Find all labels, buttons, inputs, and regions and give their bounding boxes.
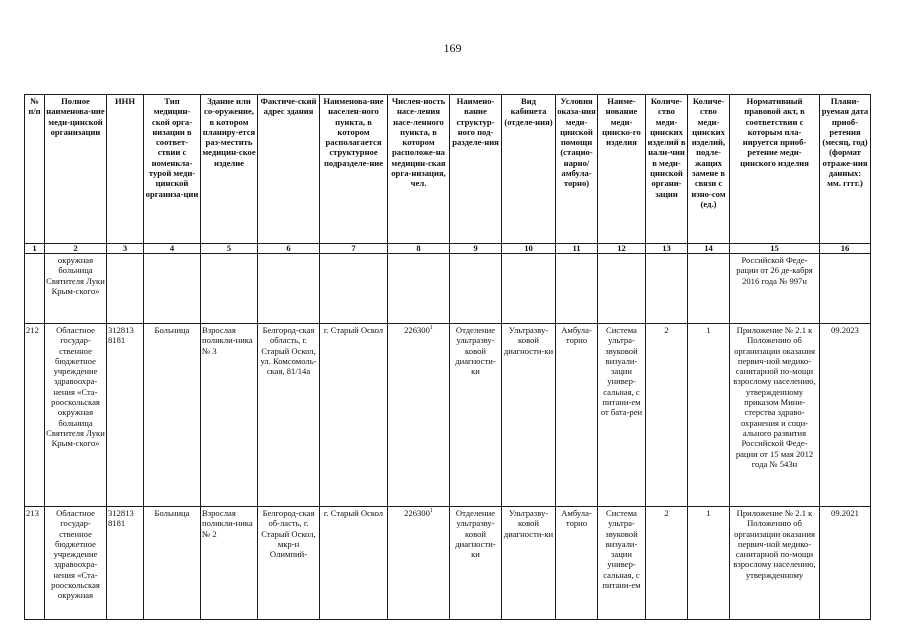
column-number: 4 — [144, 244, 201, 254]
cell-inn: 312813 8181 — [107, 324, 144, 507]
cell — [598, 254, 646, 324]
cell-building: Взрослая поликли-ника № 3 — [201, 324, 258, 507]
cell-qty-replace: 1 — [688, 324, 730, 507]
cell-device: Система ультра-звуковой визуали-зации универ-сальная, с питани-ем — [598, 507, 646, 620]
column-number: 1 — [25, 244, 45, 254]
header-row — [25, 95, 871, 244]
cell — [502, 254, 556, 324]
cell-unit: Отделение ультразву-ковой диагности-ки — [450, 324, 502, 507]
population-value: 226300 — [404, 508, 430, 518]
column-number: 3 — [107, 244, 144, 254]
cell — [258, 254, 320, 324]
cell-locality: г. Старый Оскол — [320, 324, 388, 507]
header-cell: Нормативный правовой акт, в соответствии с которым пла-нируется приоб-ретение меди-цинского изделия — [730, 95, 820, 244]
header-cell: Количе-ство меди-цинских изделий в нали-чии в меди-цинской органи-зации — [646, 95, 688, 244]
table-row-continuation — [25, 254, 871, 324]
header-cell: Числен-ность насе-ления насе-ленного пункта, в котором расположе-на медицин-ская орга-низация, чел. — [388, 95, 450, 244]
header-cell: Наименова-ние населен-ного пункта, в котором располагается структурное подразделе-ние — [320, 95, 388, 244]
cell — [688, 254, 730, 324]
cell-conditions: Амбула-торно — [556, 324, 598, 507]
column-number: 5 — [201, 244, 258, 254]
column-number: 13 — [646, 244, 688, 254]
header-cell: Полное наименова-ние меди-цинской организации — [45, 95, 107, 244]
cell-name: Областное государ-ственное бюджетное учреждение здравоохра-нения «Ста-рооскольская окружная больница Святителя Луки Крым-ского» — [45, 324, 107, 507]
cell — [25, 254, 45, 324]
cell-cabinet: Ультразву-ковой диагности-ки — [502, 324, 556, 507]
cell-address: Белгород-ская об-ласть, г. Старый Оскол, мкр-н Олимпий- — [258, 507, 320, 620]
column-number: 2 — [45, 244, 107, 254]
cell-address: Белгород-ская область, г. Старый Оскол, ул. Комсомоль-ская, 81/14а — [258, 324, 320, 507]
header-cell: Фактиче-ский адрес здания — [258, 95, 320, 244]
cell — [201, 254, 258, 324]
column-number: 6 — [258, 244, 320, 254]
column-number-row — [25, 244, 871, 254]
cell-population — [388, 507, 450, 620]
column-number: 7 — [320, 244, 388, 254]
cell-act: Российской Феде-рации от 26 де-кабря 2016 года № 997н — [730, 254, 820, 324]
cell-qty-replace: 1 — [688, 507, 730, 620]
cell — [144, 254, 201, 324]
cell-num: 212 — [25, 324, 45, 507]
header-cell: Плани-руемая дата приоб-ретения (месяц, год) (формат отраже-ния данных: мм. гггг.) — [820, 95, 871, 244]
cell-num: 213 — [25, 507, 45, 620]
cell — [320, 254, 388, 324]
cell-name: окружная больница Святителя Луки Крым-ского» — [45, 254, 107, 324]
column-number: 15 — [730, 244, 820, 254]
cell-act: Приложение № 2.1 к Положению об организации оказания первич-ной медико-санитарной по-мощи взрослому населению, утвержденному — [730, 507, 820, 620]
cell-qty-available: 2 — [646, 507, 688, 620]
cell-locality: г. Старый Оскол — [320, 507, 388, 620]
cell — [556, 254, 598, 324]
table-row — [25, 324, 871, 507]
cell-unit: Отделение ультразву-ковой диагности-ки — [450, 507, 502, 620]
cell — [107, 254, 144, 324]
header-cell: Вид кабинета (отделе-ния) — [502, 95, 556, 244]
cell-type: Больница — [144, 507, 201, 620]
cell-name: Областное государ-ственное бюджетное учреждение здравоохра-нения «Ста-рооскольская окружная — [45, 507, 107, 620]
header-cell: Наимено-вание структур-ного под-разделе-ния — [450, 95, 502, 244]
cell-inn: 312813 8181 — [107, 507, 144, 620]
header-cell: Здание или со-оружение, в котором планиру-ется раз-местить медицин-ское изделие — [201, 95, 258, 244]
cell-date: 09.2021 — [820, 507, 871, 620]
footnote-mark: 1 — [429, 325, 433, 332]
column-number: 14 — [688, 244, 730, 254]
cell-qty-available: 2 — [646, 324, 688, 507]
cell-device: Система ультра-звуковой визуали-зации универ-сальная, с питани-ем от бата-реи — [598, 324, 646, 507]
cell — [450, 254, 502, 324]
cell-act: Приложение № 2.1 к Положению об организации оказания первич-ной медико-санитарной по-мощи взрослому населению, утвержденному приказом Мини-стерства здраво-охранения и соци-ального развития Российской Феде-рации от 15 мая 2012 года № 543н — [730, 324, 820, 507]
cell — [388, 254, 450, 324]
cell-type: Больница — [144, 324, 201, 507]
header-cell: № п/п — [25, 95, 45, 244]
page-number: 169 — [443, 41, 462, 55]
cell-cabinet: Ультразву-ковой диагности-ки — [502, 507, 556, 620]
cell — [646, 254, 688, 324]
column-number: 11 — [556, 244, 598, 254]
header-cell: Количе-ство меди-цинских изделий, подле-жащих замене в связи с изно-сом (ед.) — [688, 95, 730, 244]
footnote-mark: 1 — [429, 508, 433, 515]
cell — [820, 254, 871, 324]
cell-building: Взрослая поликли-ника № 2 — [201, 507, 258, 620]
cell-date: 09.2023 — [820, 324, 871, 507]
column-number: 10 — [502, 244, 556, 254]
header-cell: Наиме-нование меди-цинско-го изделия — [598, 95, 646, 244]
header-cell: ИНН — [107, 95, 144, 244]
header-cell: Тип медицин-ской орга-низации в соответ-ствии с номенкла-турой меди-цинской организа-ции — [144, 95, 201, 244]
table-row — [25, 507, 871, 620]
column-number: 8 — [388, 244, 450, 254]
population-value: 226300 — [404, 325, 430, 335]
cell-conditions: Амбула-торно — [556, 507, 598, 620]
header-cell: Условия оказа-ния меди-цинской помощи (стацио-нарно/ амбула-торно) — [556, 95, 598, 244]
medical-equipment-table — [24, 94, 871, 620]
cell-population — [388, 324, 450, 507]
column-number: 12 — [598, 244, 646, 254]
column-number: 9 — [450, 244, 502, 254]
column-number: 16 — [820, 244, 871, 254]
